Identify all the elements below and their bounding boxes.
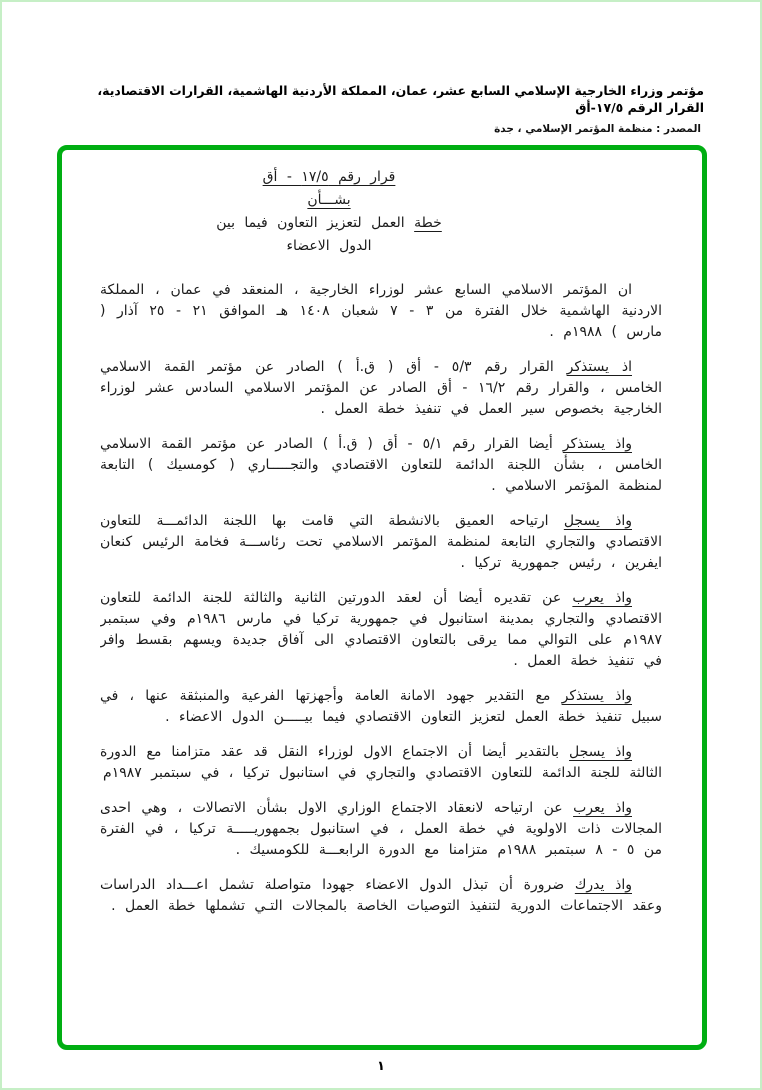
paragraph-lead-phrase: واذ يستذكر: [561, 688, 632, 704]
resolution-paragraph: اذ يستذكر القرار رقم ٥/٣ - أق ( ق.أ ) الصادر عن مؤتمر القمة الاسلامي الخامس ، والقرار رقم ١٦/٢ - أق الصادر عن المؤتمر الاسلامي السادس عشر لوزراء الخارجية بخصوص سير العمل في تنفيذ خطة العمل .: [100, 359, 662, 417]
paragraph-lead-phrase: واذ يعرب: [572, 590, 632, 606]
resolution-paragraph: واذ يستذكر مع التقدير جهود الامانة العامة وأجهزتها الفرعية والمنبثقة عنها ، في سبيل تنفيذ خطة العمل لتعزيز التعاون الاقتصادي فيما بيـــــن الدول الاعضاء .: [100, 688, 662, 725]
paragraph-lead-phrase: واذ يستذكر: [562, 436, 632, 452]
resolution-paragraph: ان المؤتمر الاسلامي السابع عشر لوزراء الخارجية ، المنعقد في عمان ، المملكة الاردنية الهاشمية خلال الفترة من ٣ - ٧ شعبان ١٤٠٨ هـ الموافق ٢١ - ٢٥ آذار ( مارس ) ١٩٨٨م .: [100, 282, 662, 340]
resolution-paragraph: واذ يعرب عن ارتياحه لانعقاد الاجتماع الوزاري الاول بشأن الاتصالات ، وهي احدى المجالات ذات الاولوية في خطة العمل ، في استانبول بجمهوريـــــة تركيا ، في الفترة من ٥ - ٨ سبتمبر ١٩٨٨م متزامنا مع الدورة الرابعـــة للكومسيك .: [100, 800, 662, 858]
header-source: المصدر : منظمة المؤتمر الإسلامي ، جدة: [494, 123, 701, 135]
paragraph-lead-phrase: واذ يسجل: [569, 744, 632, 760]
page-number: ١: [377, 1059, 385, 1074]
resolution-paragraph: واذ يدرك ضرورة أن تبذل الدول الاعضاء جهودا متواصلة تشمل اعـــداد الدراسات وعقد الاجتماعات الدورية لتنفيذ التوصيات الخاصة بالمجالات التـي تشملها خطة العمل .: [100, 877, 662, 914]
header-title: مؤتمر وزراء الخارجية الإسلامي السابع عشر، عمان، المملكة الأردنية الهاشمية، القرارات الاقتصادية، القرار الرقم ١٧/٥-أق: [97, 83, 704, 115]
resolution-title-line: الدول الاعضاء: [286, 238, 372, 254]
resolution-title-line: خطة العمل لتعزيز التعاون فيما بين: [216, 215, 442, 231]
resolution-paragraph: واذ يعرب عن تقديره أيضا أن لعقد الدورتين الثانية والثالثة للجنة الدائمة للتعاون الاقتصادي والتجاري بمدينة استانبول في جمهورية تركيا في مارس ١٩٨٦م وفي سبتمبر ١٩٨٧م على التوالي مما يرقى بالتعاون الاقتصادي الى آفاق جديدة ويسهم بقسط وافر في تنفيذ خطة العمل .: [100, 590, 662, 669]
document-border-frame: [57, 145, 707, 1050]
resolution-paragraph: واذ يسجل بالتقدير أيضا أن الاجتماع الاول لوزراء النقل قد عقد متزامنا مع الدورة الثالثة للجنة الدائمة للتعاون الاقتصادي والتجاري في استانبول تركيا ، في سبتمبر ١٩٨٧م: [100, 744, 662, 781]
resolution-paragraph: واذ يستذكر أيضا القرار رقم ٥/١ - أق ( ق.أ ) الصادر عن مؤتمر القمة الاسلامي الخامس ، بشأن اللجنة الدائمة للتعاون الاقتصادي والتجـــــاري ( كومسيك ) التابعة لمنظمة المؤتمر الاسلامي .: [100, 436, 662, 494]
resolution-title-block: [159, 166, 499, 258]
paragraph-lead-phrase: واذ يدرك: [574, 877, 632, 893]
document-body: [100, 164, 662, 1033]
resolution-paragraph: واذ يسجل ارتياحه العميق بالانشطة التي قامت بها اللجنة الدائمـــة للتعاون الاقتصادي والتجاري التابعة لمنظمة المؤتمر الاسلامي تحت رئاســـة فخامة الرئيس كنعان ايفرين ، رئيس جمهورية تركيا .: [100, 513, 662, 571]
paragraph-lead-phrase: اذ يستذكر: [566, 359, 632, 375]
resolution-title-line: بشـــأن: [307, 192, 351, 208]
paragraph-lead-phrase: واذ يعرب: [573, 800, 632, 816]
paragraph-lead-phrase: واذ يسجل: [563, 513, 632, 529]
resolution-paragraphs: [100, 280, 662, 917]
document-header: [58, 82, 704, 135]
resolution-title-line: قرار رقم ١٧/٥ - أق: [262, 169, 396, 185]
